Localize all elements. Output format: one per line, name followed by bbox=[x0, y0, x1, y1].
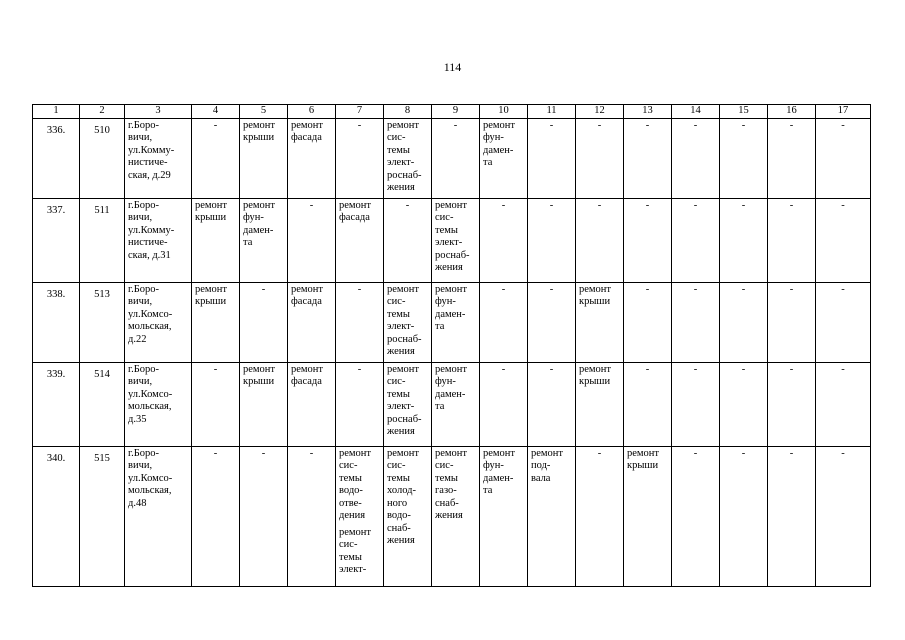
table-cell-col-4: ремонт крыши bbox=[192, 282, 240, 362]
column-number-17: 17 bbox=[816, 105, 871, 119]
cell-text-extra: ремонт сис- темы элект- bbox=[339, 526, 372, 575]
table-cell-col-2: 510 bbox=[80, 118, 125, 198]
table-cell-col-4: - bbox=[192, 118, 240, 198]
table-cell-col-5: - bbox=[240, 446, 288, 586]
table-cell-col-7: - bbox=[336, 118, 384, 198]
table-cell-col-10: ремонт фун- дамен- та bbox=[480, 446, 528, 586]
table-cell-col-9: - bbox=[432, 118, 480, 198]
column-number-8: 8 bbox=[384, 105, 432, 119]
table-cell-col-12: - bbox=[576, 446, 624, 586]
table-cell-col-10: - bbox=[480, 282, 528, 362]
column-number-1: 1 bbox=[33, 105, 80, 119]
table-cell-col-5: - bbox=[240, 282, 288, 362]
table-cell-col-7: - bbox=[336, 282, 384, 362]
page-number: 114 bbox=[443, 60, 462, 74]
table-cell-col-6: - bbox=[288, 446, 336, 586]
table-cell-col-12: - bbox=[576, 118, 624, 198]
table-cell-col-2: 515 bbox=[80, 446, 125, 586]
table-cell-col-1: 337. bbox=[33, 198, 80, 282]
table-cell-col-11: - bbox=[528, 362, 576, 446]
table-cell-col-5: ремонт крыши bbox=[240, 118, 288, 198]
table-cell-col-10: - bbox=[480, 362, 528, 446]
table-cell-col-9: ремонт сис- темы газо- снаб- жения bbox=[432, 446, 480, 586]
table-cell-col-3: г.Боро- вичи, ул.Комму- нистиче- ская, д.31 bbox=[125, 198, 192, 282]
table-row bbox=[33, 362, 871, 446]
table-cell-col-8: ремонт сис- темы элект- роснаб- жения bbox=[384, 282, 432, 362]
table-cell-col-1: 340. bbox=[33, 446, 80, 586]
table-cell-col-17: - bbox=[816, 198, 871, 282]
table-cell-col-12: ремонт крыши bbox=[576, 282, 624, 362]
column-number-10: 10 bbox=[480, 105, 528, 119]
column-number-3: 3 bbox=[125, 105, 192, 119]
table-cell-col-9: ремонт фун- дамен- та bbox=[432, 362, 480, 446]
column-number-9: 9 bbox=[432, 105, 480, 119]
table-cell-col-17: - bbox=[816, 282, 871, 362]
table-cell-col-16: - bbox=[768, 362, 816, 446]
table-cell-col-17: - bbox=[816, 362, 871, 446]
table-cell-col-1: 338. bbox=[33, 282, 80, 362]
table-cell-col-4: - bbox=[192, 362, 240, 446]
table-header-row bbox=[33, 105, 871, 119]
table-cell-col-15: - bbox=[720, 118, 768, 198]
table-cell-col-3: г.Боро- вичи, ул.Комсо- мольская, д.35 bbox=[125, 362, 192, 446]
table-cell-col-9: ремонт сис- темы элект- роснаб- жения bbox=[432, 198, 480, 282]
table-cell-col-14: - bbox=[672, 446, 720, 586]
table-cell-col-16: - bbox=[768, 446, 816, 586]
table-cell-col-16: - bbox=[768, 282, 816, 362]
table-cell-col-7: ремонт фасада bbox=[336, 198, 384, 282]
table-cell-col-14: - bbox=[672, 282, 720, 362]
table-cell-col-1: 336. bbox=[33, 118, 80, 198]
table-cell-col-9: ремонт фун- дамен- та bbox=[432, 282, 480, 362]
table-cell-col-12: - bbox=[576, 198, 624, 282]
column-number-14: 14 bbox=[672, 105, 720, 119]
table-row bbox=[33, 118, 871, 198]
table-cell-col-14: - bbox=[672, 198, 720, 282]
table-cell-col-3: г.Боро- вичи, ул.Комму- нистиче- ская, д.29 bbox=[125, 118, 192, 198]
table-cell-col-11: - bbox=[528, 282, 576, 362]
table-cell-col-8: ремонт сис- темы элект- роснаб- жения bbox=[384, 118, 432, 198]
table-cell-col-2: 513 bbox=[80, 282, 125, 362]
table-cell-col-12: ремонт крыши bbox=[576, 362, 624, 446]
table-row bbox=[33, 446, 871, 586]
table-cell-col-13: ремонт крыши bbox=[624, 446, 672, 586]
repair-schedule-table bbox=[32, 104, 871, 587]
table-cell-col-13: - bbox=[624, 362, 672, 446]
table-cell-col-15: - bbox=[720, 362, 768, 446]
table-row bbox=[33, 282, 871, 362]
table-cell-col-15: - bbox=[720, 446, 768, 586]
table-cell-col-6: - bbox=[288, 198, 336, 282]
column-number-15: 15 bbox=[720, 105, 768, 119]
table-cell-col-6: ремонт фасада bbox=[288, 282, 336, 362]
table-cell-col-5: ремонт крыши bbox=[240, 362, 288, 446]
table-cell-col-14: - bbox=[672, 362, 720, 446]
table-cell-col-3: г.Боро- вичи, ул.Комсо- мольская, д.48 bbox=[125, 446, 192, 586]
column-number-16: 16 bbox=[768, 105, 816, 119]
table-row bbox=[33, 198, 871, 282]
table-cell-col-11: - bbox=[528, 198, 576, 282]
column-number-2: 2 bbox=[80, 105, 125, 119]
table-cell-col-6: ремонт фасада bbox=[288, 118, 336, 198]
column-number-11: 11 bbox=[528, 105, 576, 119]
table-cell-col-7: - bbox=[336, 362, 384, 446]
table-cell-col-4: ремонт крыши bbox=[192, 198, 240, 282]
cell-text: ремонт сис- темы водо- отве- дения bbox=[339, 447, 372, 521]
table-cell-col-14: - bbox=[672, 118, 720, 198]
table-cell-col-10: ремонт фун- дамен- та bbox=[480, 118, 528, 198]
table-cell-col-7 bbox=[336, 446, 384, 586]
table-cell-col-10: - bbox=[480, 198, 528, 282]
table-cell-col-11: ремонт под- вала bbox=[528, 446, 576, 586]
column-number-7: 7 bbox=[336, 105, 384, 119]
table-cell-col-11: - bbox=[528, 118, 576, 198]
table-cell-col-8: ремонт сис- темы холод- ного водо- снаб- жения bbox=[384, 446, 432, 586]
table-cell-col-6: ремонт фасада bbox=[288, 362, 336, 446]
column-number-5: 5 bbox=[240, 105, 288, 119]
column-number-13: 13 bbox=[624, 105, 672, 119]
table-cell-col-2: 511 bbox=[80, 198, 125, 282]
table-cell-col-3: г.Боро- вичи, ул.Комсо- мольская, д.22 bbox=[125, 282, 192, 362]
column-number-4: 4 bbox=[192, 105, 240, 119]
column-number-12: 12 bbox=[576, 105, 624, 119]
table-cell-col-17: - bbox=[816, 118, 871, 198]
table-cell-col-13: - bbox=[624, 118, 672, 198]
table-cell-col-1: 339. bbox=[33, 362, 80, 446]
table-cell-col-8: ремонт сис- темы элект- роснаб- жения bbox=[384, 362, 432, 446]
table-cell-col-13: - bbox=[624, 198, 672, 282]
table-cell-col-13: - bbox=[624, 282, 672, 362]
table-cell-col-4: - bbox=[192, 446, 240, 586]
column-number-6: 6 bbox=[288, 105, 336, 119]
table-cell-col-8: - bbox=[384, 198, 432, 282]
table-cell-col-16: - bbox=[768, 198, 816, 282]
table-cell-col-15: - bbox=[720, 282, 768, 362]
table-cell-col-2: 514 bbox=[80, 362, 125, 446]
table-cell-col-17: - bbox=[816, 446, 871, 586]
table-cell-col-16: - bbox=[768, 118, 816, 198]
table-cell-col-15: - bbox=[720, 198, 768, 282]
table-cell-col-5: ремонт фун- дамен- та bbox=[240, 198, 288, 282]
